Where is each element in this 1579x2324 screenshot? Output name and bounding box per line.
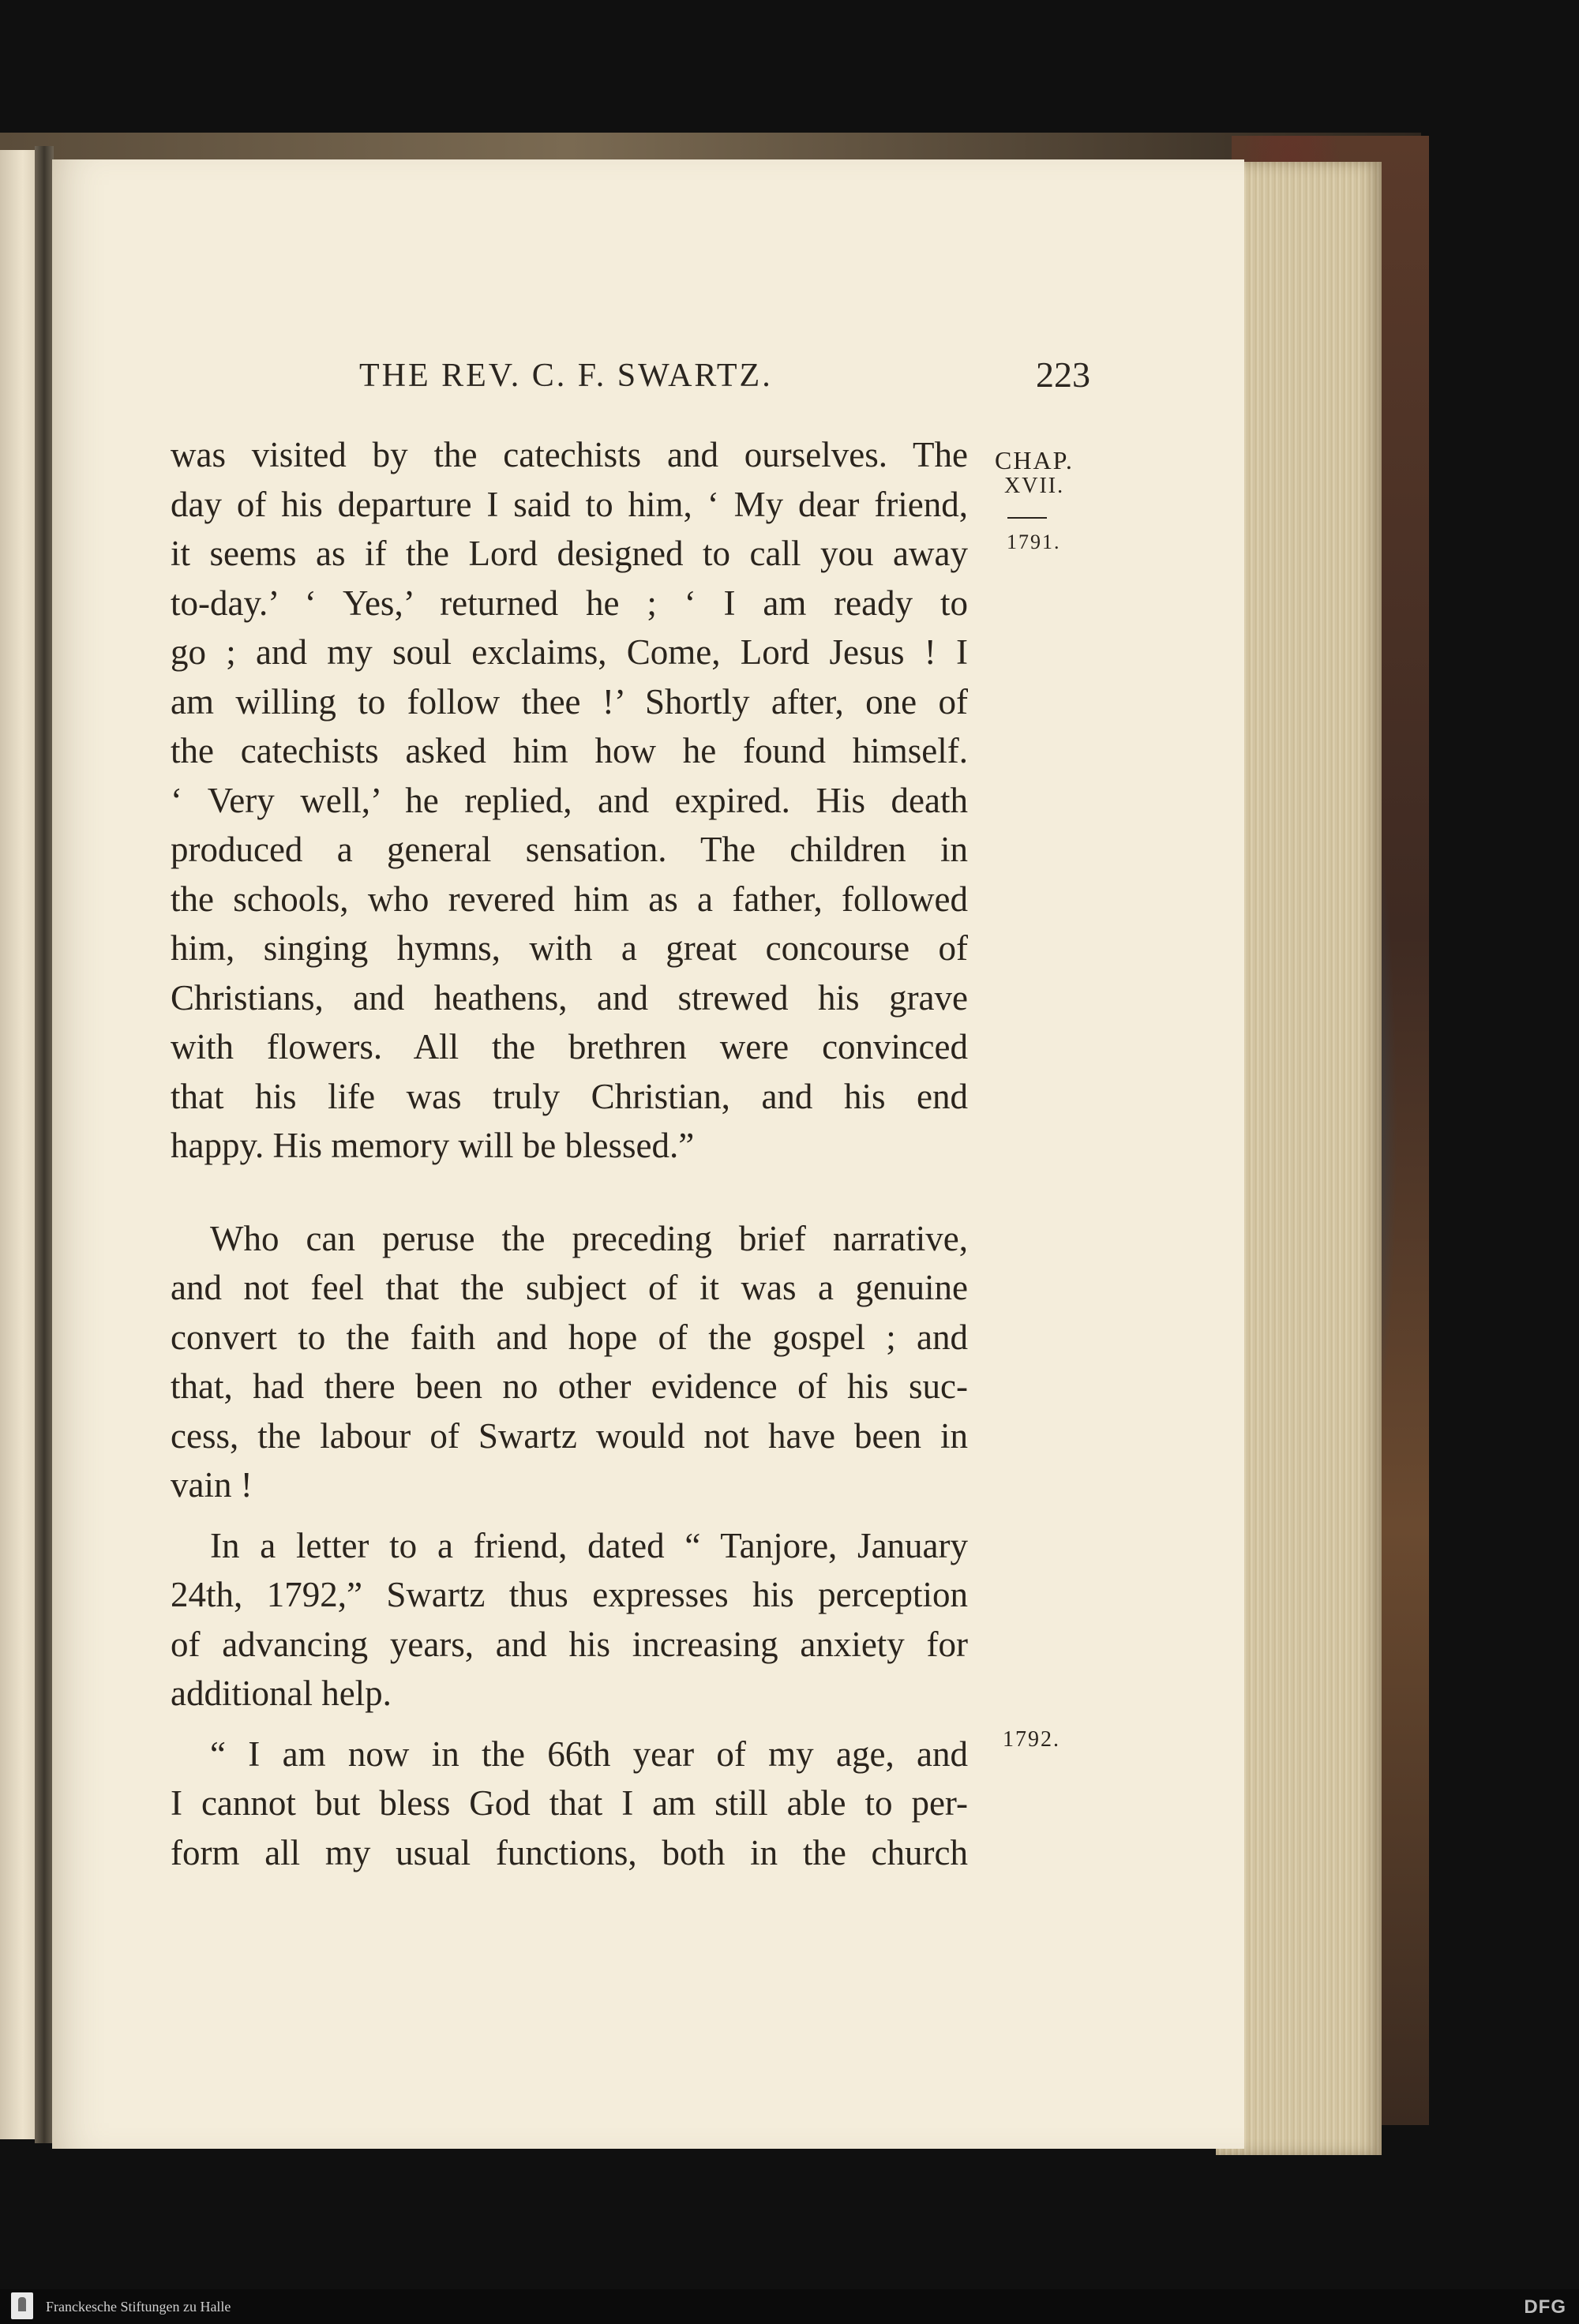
facing-page-edge [0,150,38,2139]
text-line: “ I am now in the 66th year of my age, and [210,1734,968,1774]
running-head: THE REV. C. F. SWARTZ. [359,358,773,394]
book-spine-edge [0,133,1421,159]
paragraph-gap [171,1171,968,1214]
text-line: happy. His memory will be blessed.” [171,1126,695,1165]
text-line: form all my usual functions, both in the church [171,1832,968,1872]
text-line: 24th, 1792,” Swartz thus expresses his perception [171,1575,968,1614]
viewer-footer [0,2289,1579,2324]
text-line: that his life was truly Christian, and his end [171,1076,968,1116]
text-line: and not feel that the subject of it was a genuine [171,1268,968,1307]
text-line: produced a general sensation. The children in [171,830,968,869]
paragraph-3 [171,1521,968,1719]
text-line: the schools, who revered him as a father, followed [171,879,968,919]
text-line: the catechists asked him how he found himself. [171,731,968,770]
text-line: go ; and my soul exclaims, Come, Lord Jesus ! I [171,632,968,672]
institution-logo-icon [11,2292,33,2319]
text-line: day of his departure I said to him, ‘ My dear friend, [171,484,968,524]
margin-year-1791: 1791. [1007,530,1061,553]
paragraph-gap [171,1510,968,1521]
text-line: convert to the faith and hope of the gospel ; and [171,1317,968,1357]
text-line: it seems as if the Lord designed to call you away [171,534,968,573]
text-line: to-day.’ ‘ Yes,’ returned he ; ‘ I am ready to [171,583,968,623]
text-line: with flowers. All the brethren were convinced [171,1027,968,1066]
text-line: of advancing years, and his increasing anxiety for [171,1624,968,1664]
paragraph-1 [171,430,968,1171]
dfg-logo: DFG [1524,2296,1566,2318]
book-gutter [35,146,54,2143]
text-line: cess, the labour of Swartz would not have been in [171,1415,968,1456]
paragraph-4 [171,1730,968,1878]
paragraph-gap [171,1719,968,1730]
chapter-label: CHAP. [995,446,1074,474]
text-line: am willing to follow thee !’ Shortly after, one of [171,681,968,722]
chapter-rule [1007,517,1047,519]
text-line: additional help. [171,1674,392,1713]
text-line: ‘ Very well,’ he replied, and expired. His death [171,780,968,820]
text-line: was visited by the catechists and ourselves. The [171,435,968,474]
text-line: Who can peruse the preceding brief narrative, [210,1218,968,1258]
body-text [171,430,968,1877]
text-line: In a letter to a friend, dated “ Tanjore, January [210,1525,968,1565]
text-line: him, singing hymns, with a great concourse of [171,928,968,968]
text-line: that, had there been no other evidence of his suc- [171,1366,968,1406]
text-line: Christians, and heathens, and strewed his grave [171,977,968,1018]
text-line: I cannot but bless God that I am still able to per- [171,1783,968,1823]
text-line: vain ! [171,1465,253,1505]
paragraph-2 [171,1214,968,1510]
institution-name: Franckesche Stiftungen zu Halle [46,2299,231,2315]
chapter-number: XVII. [1004,474,1065,498]
page-number: 223 [1036,354,1090,395]
margin-year-1792: 1792. [1003,1727,1060,1752]
